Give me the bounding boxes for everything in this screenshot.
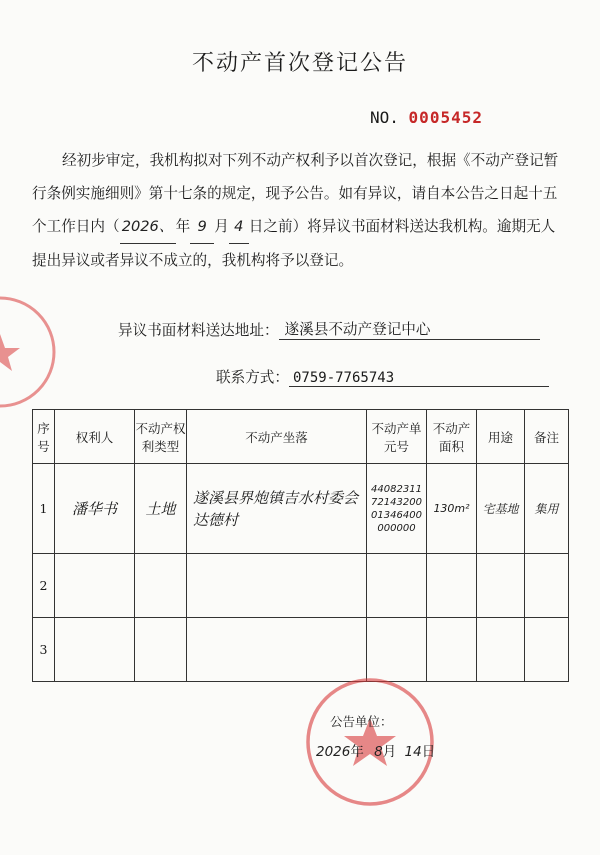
- contact-label: 联系方式：: [216, 369, 289, 386]
- row-use: 宅基地: [477, 464, 525, 554]
- issue-date: [316, 740, 435, 760]
- contact-value: 0759-7765743: [289, 370, 549, 387]
- body-part-2: 日之前）将异议书面材料送达我机构。逾期无人提出异议或者异议不成立的，我机构将予以登记。: [32, 218, 556, 269]
- issue-month: 8: [374, 744, 383, 760]
- row-no: 1: [33, 464, 55, 554]
- table-header-row: [33, 410, 569, 464]
- issue-month-unit: 月: [382, 744, 397, 760]
- page-title: 不动产首次登记公告: [191, 51, 408, 76]
- issue-day-unit: 日: [421, 744, 436, 760]
- property-table: [32, 409, 569, 682]
- header-right-type: 不动产权利类型: [135, 410, 187, 464]
- issuing-unit-label: 公告单位：: [330, 714, 393, 729]
- body-part-1: 经初步审定，我机构拟对下列不动产权利予以首次登记，根据《不动产登记暂行条例实施细则》第十七条的规定，现予公告。如有异议，请自本公告之日起十五个工作日内（: [32, 152, 559, 235]
- header-no: 序号: [33, 410, 55, 464]
- address-row: [118, 318, 540, 340]
- row-area: 130m²: [427, 464, 477, 554]
- row-location: [187, 554, 367, 618]
- contact-row: [216, 366, 549, 387]
- deadline-month: 9: [190, 210, 214, 244]
- row-note: [525, 618, 569, 682]
- row-right-type: [135, 554, 187, 618]
- row-location: 遂溪县界炮镇吉水村委会达德村: [187, 464, 367, 554]
- issue-day: 14: [404, 744, 422, 760]
- table-row: [33, 554, 569, 618]
- row-no: 3: [33, 618, 55, 682]
- row-unit-no: 440823117214320001346400000000: [367, 464, 427, 554]
- issue-year-unit: 年: [350, 744, 364, 760]
- row-note: 集用: [525, 464, 569, 554]
- address-label: 异议书面材料送达地址：: [118, 322, 279, 339]
- row-owner: [55, 554, 135, 618]
- row-area: [427, 554, 477, 618]
- header-owner: 权利人: [55, 410, 135, 464]
- row-owner: 潘华书: [55, 464, 135, 554]
- row-owner: [55, 618, 135, 682]
- row-use: [477, 554, 525, 618]
- header-location: 不动产坐落: [187, 410, 367, 464]
- header-use: 用途: [477, 410, 525, 464]
- announcement-body: [32, 144, 562, 277]
- row-note: [525, 554, 569, 618]
- deadline-month-unit: 月: [214, 218, 229, 235]
- header-note: 备注: [525, 410, 569, 464]
- deadline-year: 2026、: [120, 210, 176, 244]
- deadline-day: 4: [229, 210, 249, 244]
- row-right-type: [135, 618, 187, 682]
- header-unit-no: 不动产单元号: [367, 410, 427, 464]
- issue-year: 2026: [316, 744, 351, 760]
- deadline-year-unit: 年: [175, 218, 191, 235]
- header-area: 不动产面积: [427, 410, 477, 464]
- table-row: [33, 464, 569, 554]
- row-use: [477, 618, 525, 682]
- address-value: 遂溪县不动产登记中心: [279, 318, 540, 340]
- serial-prefix: NO.: [370, 108, 399, 127]
- serial-number: [370, 108, 483, 127]
- row-no: 2: [33, 554, 55, 618]
- row-unit-no: [367, 554, 427, 618]
- seal-stamp-left: [0, 282, 60, 422]
- serial-value: 0005452: [408, 108, 483, 127]
- row-right-type: 土地: [135, 464, 187, 554]
